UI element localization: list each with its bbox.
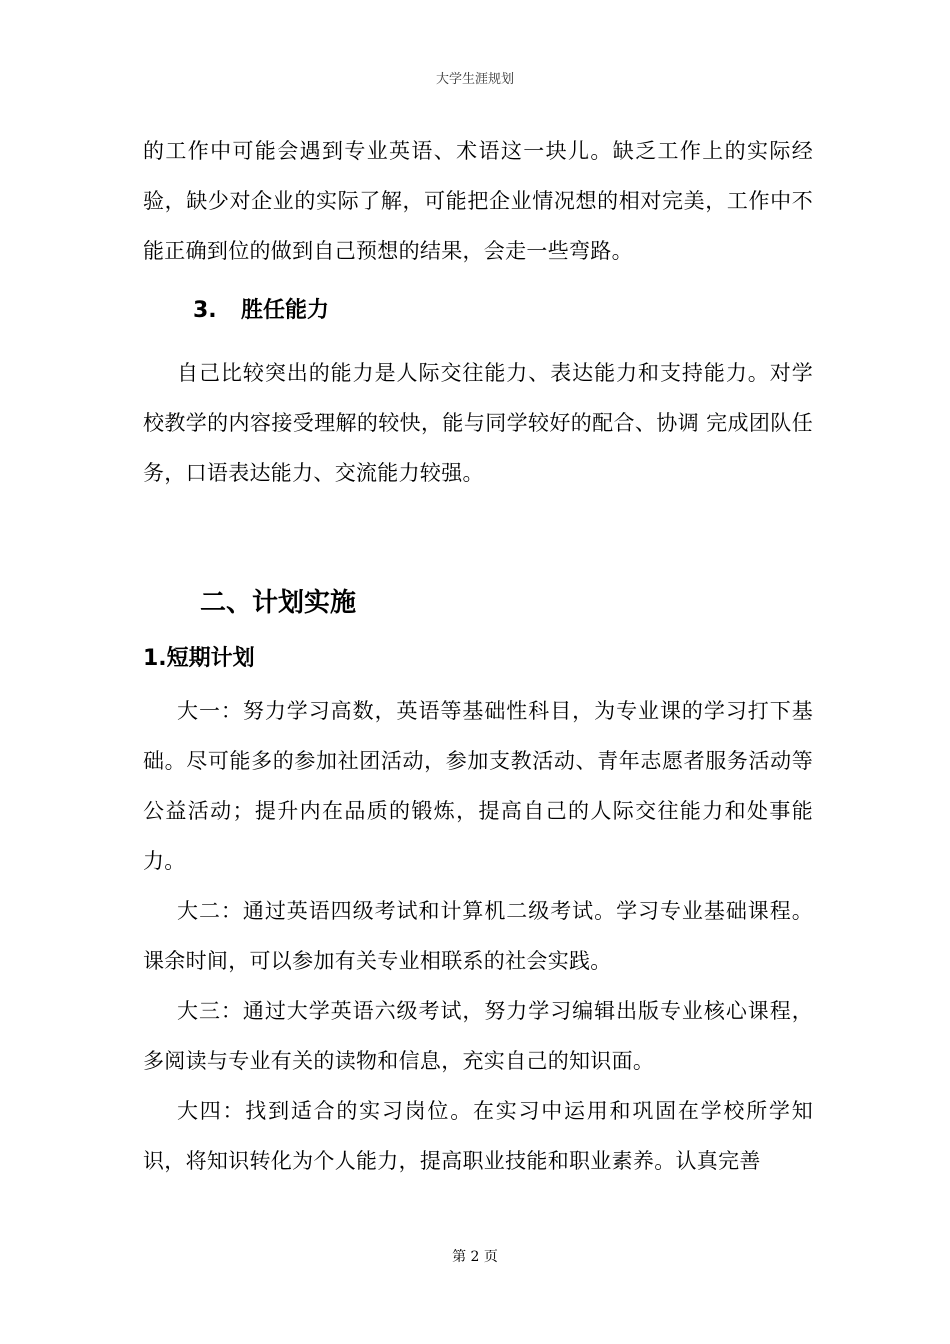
page-header: 大学生涯规划 bbox=[435, 72, 514, 87]
paragraph-continuation: 的工作中可能会遇到专业英语、术语这一块儿。缺乏工作上的实际经验，缺少对企业的实际了解，可能把企业情况想的相对完美，工作中不能正确到位的做到自己预想的结果，会走一些弯路。 bbox=[143, 139, 813, 263]
spacer bbox=[143, 498, 813, 574]
chapter-heading-plan: 二、计划实施 bbox=[200, 588, 357, 618]
paragraph-year-two: 大二：通过英语四级考试和计算机二级考试。学习专业基础课程。课余时间，可以参加有关专业相联系的社会实践。 bbox=[143, 899, 813, 973]
spacer bbox=[143, 276, 813, 286]
paragraph-year-one: 大一：努力学习高数，英语等基础性科目，为专业课的学习打下基础。尽可能多的参加社团活动，参加支教活动、青年志愿者服务活动等公益活动；提升内在品质的锻炼，提高自己的人际交往能力和处事能力。 bbox=[143, 699, 813, 873]
section-heading-competence bbox=[143, 286, 813, 348]
document-body bbox=[143, 126, 813, 1186]
paragraph-year-four: 大四：找到适合的实习岗位。在实习中运用和巩固在学校所学知识，将知识转化为个人能力，提高职业技能和职业素养。认真完善 bbox=[143, 1099, 813, 1173]
page-number: 第 2 页 bbox=[452, 1249, 498, 1265]
section-number: 3. bbox=[193, 298, 217, 323]
section-title: 胜任能力 bbox=[241, 298, 330, 323]
paragraph-year-three: 大三：通过大学英语六级考试，努力学习编辑出版专业核心课程，多阅读与专业有关的读物和信息，充实自己的知识面。 bbox=[143, 999, 813, 1073]
subheading-short-term-plan: 1.短期计划 bbox=[143, 646, 255, 671]
header-divider bbox=[120, 94, 830, 95]
paragraph-competence: 自己比较突出的能力是人际交往能力、表达能力和支持能力。对学校教学的内容接受理解的较快，能与同学较好的配合、协调 完成团队任务，口语表达能力、交流能力较强。 bbox=[143, 361, 813, 485]
